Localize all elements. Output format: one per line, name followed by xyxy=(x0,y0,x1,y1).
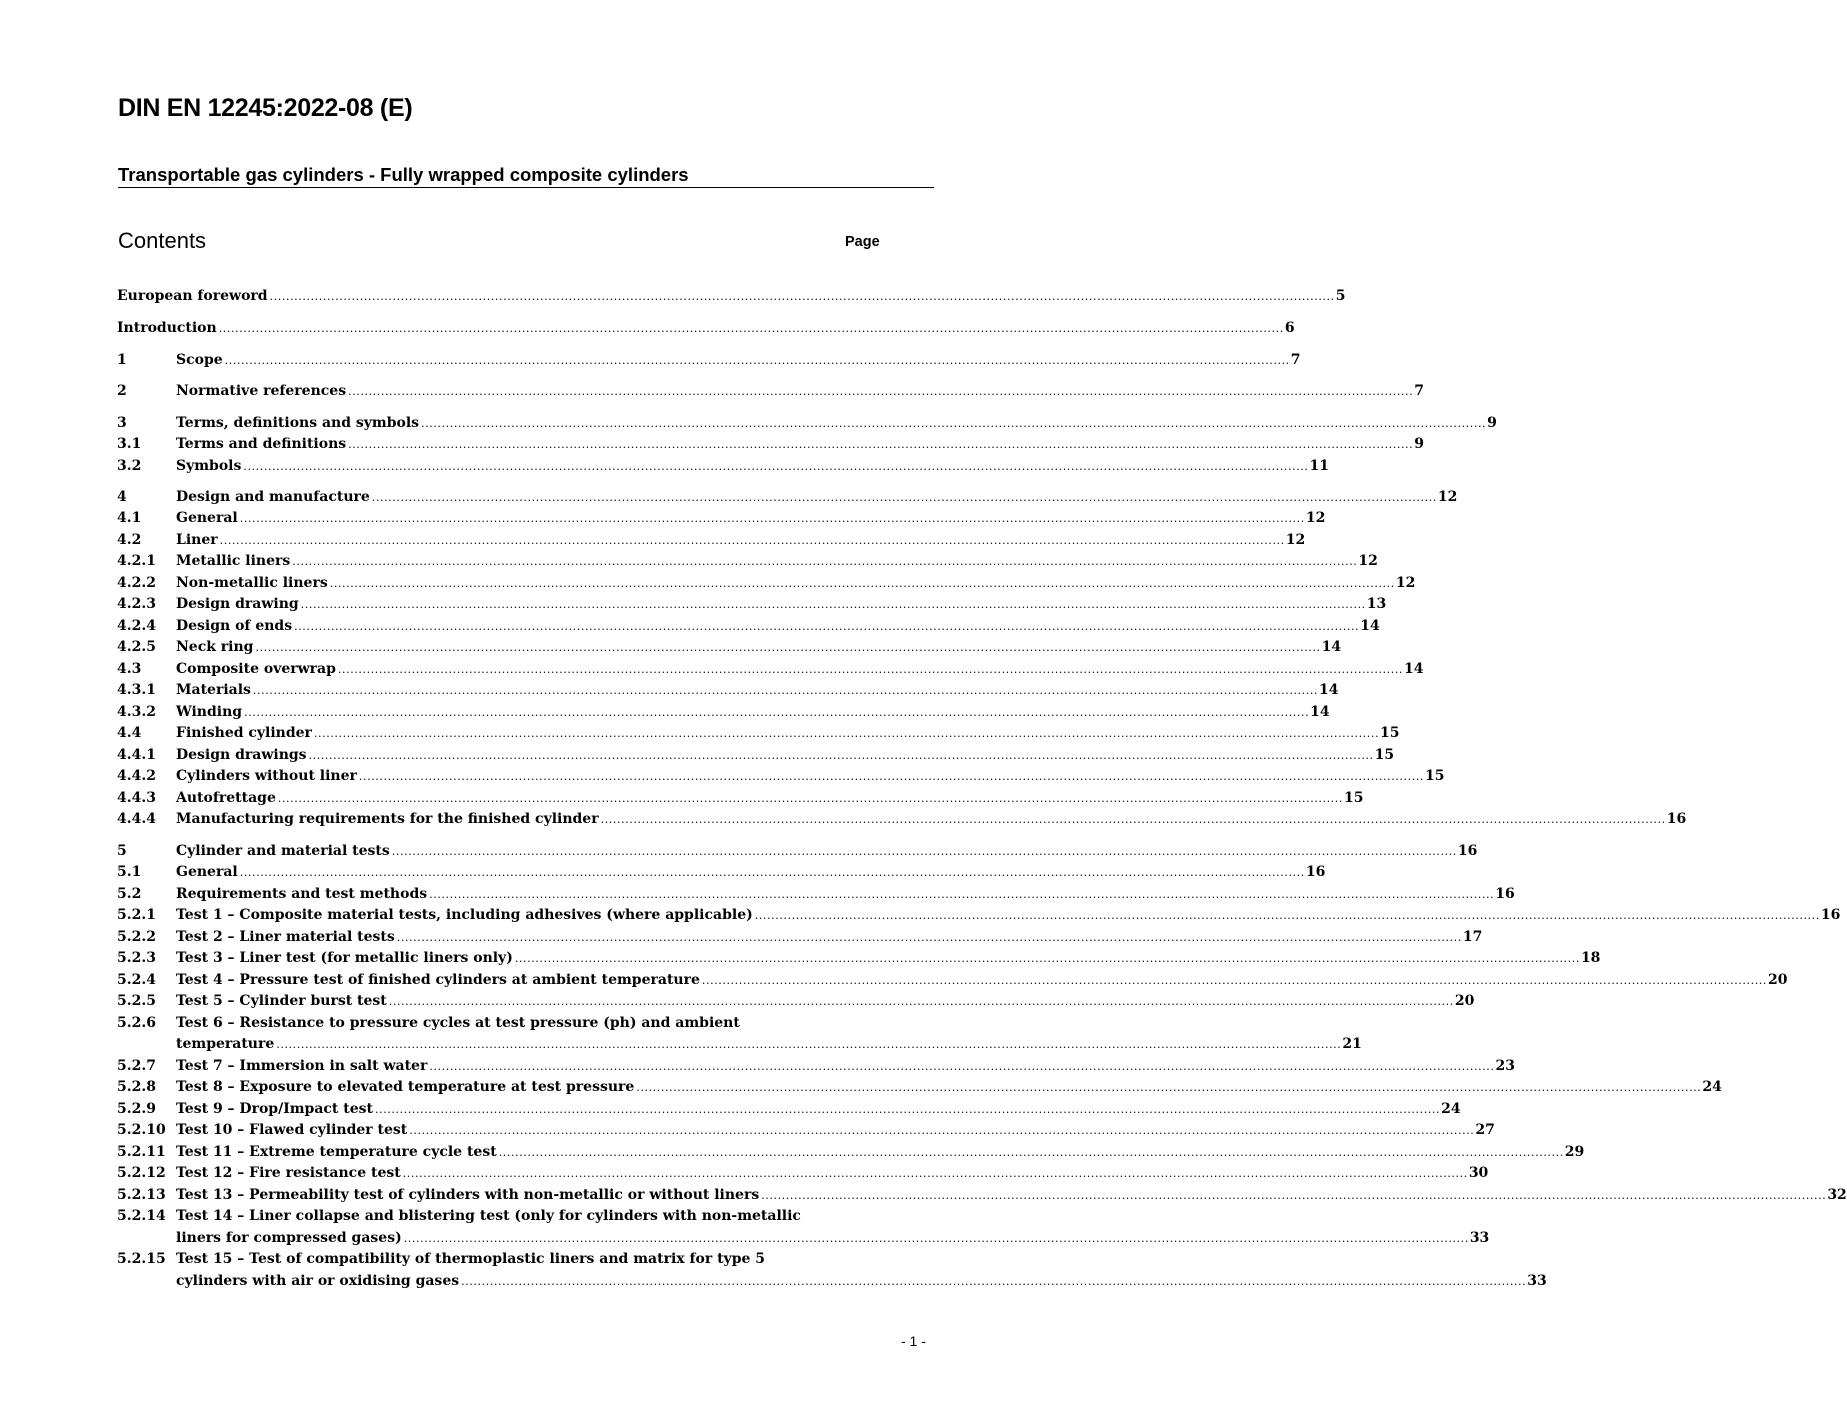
toc-entry[interactable] xyxy=(117,884,1515,905)
toc-entry[interactable] xyxy=(117,659,1424,680)
toc-entry-title: Terms and definitions xyxy=(176,436,347,452)
toc-page-number: 13 xyxy=(1366,596,1387,612)
toc-dot-leader: .................................................................................................................................................................................................................................................................... xyxy=(294,620,1360,633)
toc-entry[interactable] xyxy=(117,702,1330,723)
toc-entry-title: Metallic liners xyxy=(176,553,291,569)
toc-page-number: 16 xyxy=(1305,864,1326,880)
toc-entry-title: Test 5 – Cylinder burst test xyxy=(176,993,387,1009)
toc-entry[interactable] xyxy=(117,809,1687,830)
toc-page-number: 30 xyxy=(1468,1165,1489,1181)
toc-section-number: 4.2 xyxy=(117,532,142,548)
toc-section-number: 4.4 xyxy=(117,725,142,741)
toc-entry[interactable] xyxy=(117,350,1301,371)
toc-entry-title: Test 1 – Composite material tests, including adhesives (where applicable) xyxy=(176,907,753,923)
toc-page-number: 12 xyxy=(1358,553,1378,569)
toc-section-number: 5.2.6 xyxy=(117,1015,156,1031)
toc-entry[interactable] xyxy=(117,456,1329,477)
page-number: - 1 - xyxy=(901,1333,926,1349)
toc-page-number: 29 xyxy=(1564,1144,1585,1160)
toc-entry[interactable] xyxy=(117,745,1395,766)
toc-section-number: 5.2.12 xyxy=(117,1165,166,1181)
toc-section-number: 5.2.9 xyxy=(117,1101,156,1117)
toc-entry[interactable] xyxy=(117,927,1483,948)
toc-page-number: 27 xyxy=(1475,1122,1495,1138)
toc-page-number: 16 xyxy=(1666,811,1687,827)
toc-section-number: 3 xyxy=(117,415,127,431)
toc-entry[interactable] xyxy=(117,788,1364,809)
toc-dot-leader: .................................................................................................................................................................................................................................................................... xyxy=(313,727,1380,740)
toc-page-number: 21 xyxy=(1342,1036,1362,1052)
toc-page-number: 20 xyxy=(1454,993,1475,1009)
toc-entry-title: Manufacturing requirements for the finished cylinder xyxy=(176,811,599,827)
toc-dot-leader: .................................................................................................................................................................................................................................................................... xyxy=(276,1038,1342,1051)
toc-page-number: 32 xyxy=(1827,1187,1847,1203)
toc-section-number: 4.2.1 xyxy=(117,553,156,569)
toc-entry-title: Non-metallic liners xyxy=(176,575,328,591)
toc-section-number: 4.2.4 xyxy=(117,618,156,634)
toc-entry-title: Scope xyxy=(176,352,223,368)
toc-dot-leader: .................................................................................................................................................................................................................................................................... xyxy=(391,845,1457,858)
toc-section-number: 5.2.1 xyxy=(117,907,156,923)
toc-section-number: 4 xyxy=(117,489,127,505)
toc-page-number: 5 xyxy=(1335,288,1346,304)
toc-page-number: 33 xyxy=(1527,1273,1547,1289)
toc-entry[interactable] xyxy=(117,551,1378,572)
toc-page-number: 12 xyxy=(1395,575,1416,591)
toc-entry-title: Test 10 – Flawed cylinder test xyxy=(176,1122,408,1138)
toc-page-number: 7 xyxy=(1414,383,1424,399)
toc-entry[interactable] xyxy=(117,1271,1547,1292)
toc-section-number: 5.2.11 xyxy=(117,1144,166,1160)
toc-section-number: 2 xyxy=(117,383,127,399)
toc-page-number: 6 xyxy=(1284,320,1295,336)
toc-entry-title: cylinders with air or oxidising gases xyxy=(176,1273,460,1289)
toc-entry[interactable] xyxy=(117,1034,1362,1055)
toc-section-number: 5.2.3 xyxy=(117,950,156,966)
toc-page-number: 15 xyxy=(1343,790,1364,806)
toc-entry[interactable] xyxy=(117,1056,1515,1077)
toc-section-number: 5.2.5 xyxy=(117,993,156,1009)
toc-page-number: 11 xyxy=(1309,458,1329,474)
toc-section-number: 3.2 xyxy=(117,458,142,474)
toc-dot-leader: .................................................................................................................................................................................................................................................................... xyxy=(218,322,1284,335)
toc-page-number: 15 xyxy=(1380,725,1400,741)
toc-entry-title: Requirements and test methods xyxy=(176,886,428,902)
toc-entry-title: Neck ring xyxy=(176,639,254,655)
toc-entry-title: Test 15 – Test of compatibility of thermoplastic liners and matrix for type 5 xyxy=(176,1251,766,1267)
toc-section-number: 5.2.10 xyxy=(117,1122,166,1138)
toc-entry-title: Test 9 – Drop/Impact test xyxy=(176,1101,373,1117)
toc-section-number: 5 xyxy=(117,843,127,859)
toc-entry-title: General xyxy=(176,510,238,526)
toc-entry-title: Symbols xyxy=(176,458,242,474)
toc-section-number: 1 xyxy=(117,352,127,368)
toc-entry-title: Test 8 – Exposure to elevated temperature at test pressure xyxy=(176,1079,635,1095)
toc-dot-leader: .................................................................................................................................................................................................................................................................... xyxy=(252,684,1319,697)
toc-dot-leader: .................................................................................................................................................................................................................................................................... xyxy=(255,641,1321,654)
toc-entry[interactable] xyxy=(117,1077,1722,1098)
toc-entry[interactable] xyxy=(117,573,1416,594)
toc-dot-leader: .................................................................................................................................................................................................................................................................... xyxy=(292,555,1358,568)
toc-entry-title: Materials xyxy=(176,682,251,698)
toc-entry[interactable] xyxy=(117,1013,886,1034)
toc-entry-title: Composite overwrap xyxy=(176,661,336,677)
toc-section-number: 5.2.2 xyxy=(117,929,156,945)
toc-entry[interactable] xyxy=(117,905,1841,926)
toc-page-number: 9 xyxy=(1487,415,1497,431)
toc-dot-leader: .................................................................................................................................................................................................................................................................... xyxy=(348,385,1414,398)
toc-page-number: 20 xyxy=(1767,972,1788,988)
toc-entry-title: Test 14 – Liner collapse and blistering test (only for cylinders with non-metallic xyxy=(176,1208,801,1224)
toc-entry[interactable] xyxy=(117,1228,1490,1249)
toc-entry[interactable] xyxy=(117,413,1497,434)
toc-page-number: 15 xyxy=(1374,747,1395,763)
toc-section-number: 4.4.4 xyxy=(117,811,156,827)
toc-entry-title: Finished cylinder xyxy=(176,725,312,741)
toc-page-number: 12 xyxy=(1305,510,1326,526)
toc-section-number: 4.3.1 xyxy=(117,682,156,698)
toc-section-number: 5.2.15 xyxy=(117,1251,166,1267)
toc-entry-title: Design drawings xyxy=(176,747,307,763)
toc-dot-leader: .................................................................................................................................................................................................................................................................... xyxy=(461,1275,1527,1288)
toc-dot-leader: .................................................................................................................................................................................................................................................................... xyxy=(239,512,1305,525)
toc-dot-leader: .................................................................................................................................................................................................................................................................... xyxy=(402,1167,1468,1180)
toc-entry[interactable] xyxy=(117,487,1458,508)
toc-page-number: 23 xyxy=(1495,1058,1515,1074)
toc-entry[interactable] xyxy=(117,841,1478,862)
toc-dot-leader: .................................................................................................................................................................................................................................................................... xyxy=(269,290,1335,303)
toc-entry-title: Cylinders without liner xyxy=(176,768,357,784)
toc-entry[interactable] xyxy=(117,637,1342,658)
toc-dot-leader: .................................................................................................................................................................................................................................................................... xyxy=(701,974,1767,987)
toc-entry[interactable] xyxy=(117,1099,1461,1120)
toc-page-number: 12 xyxy=(1285,532,1306,548)
toc-section-number: 4.3 xyxy=(117,661,142,677)
toc-dot-leader: .................................................................................................................................................................................................................................................................... xyxy=(329,577,1395,590)
toc-dot-leader: .................................................................................................................................................................................................................................................................... xyxy=(761,1189,1827,1202)
toc-dot-leader: .................................................................................................................................................................................................................................................................... xyxy=(409,1124,1475,1137)
toc-dot-leader: .................................................................................................................................................................................................................................................................... xyxy=(219,534,1285,547)
toc-page-number: 9 xyxy=(1414,436,1424,452)
toc-section-number: 5.2 xyxy=(117,886,142,902)
toc-page-number: 16 xyxy=(1820,907,1841,923)
toc-entry[interactable] xyxy=(117,991,1475,1012)
toc-dot-leader: .................................................................................................................................................................................................................................................................... xyxy=(348,438,1414,451)
toc-entry[interactable] xyxy=(117,1163,1489,1184)
toc-dot-leader: .................................................................................................................................................................................................................................................................... xyxy=(600,813,1666,826)
toc-section-number: 4.1 xyxy=(117,510,142,526)
toc-entry[interactable] xyxy=(117,1185,1847,1206)
toc-dot-leader: .................................................................................................................................................................................................................................................................... xyxy=(396,931,1462,944)
toc-entry[interactable] xyxy=(117,1249,886,1270)
toc-page-number: 18 xyxy=(1580,950,1601,966)
toc-section-number: 3.1 xyxy=(117,436,142,452)
toc-dot-leader: .................................................................................................................................................................................................................................................................... xyxy=(277,792,1343,805)
toc-entry-title: Design drawing xyxy=(176,596,299,612)
toc-entry-title: Introduction xyxy=(117,320,217,336)
toc-dot-leader: .................................................................................................................................................................................................................................................................... xyxy=(514,952,1580,965)
toc-entry-title: General xyxy=(176,864,238,880)
toc-page-number: 24 xyxy=(1441,1101,1461,1117)
toc-section-number: 4.4.3 xyxy=(117,790,156,806)
toc-entry[interactable] xyxy=(117,381,1424,402)
toc-entry[interactable] xyxy=(117,862,1326,883)
toc-entry-title: Test 3 – Liner test (for metallic liners only) xyxy=(176,950,513,966)
toc-dot-leader: .................................................................................................................................................................................................................................................................... xyxy=(239,866,1305,879)
toc-entry-title: European foreword xyxy=(117,288,268,304)
toc-entry-title: liners for compressed gases) xyxy=(176,1230,402,1246)
toc-page-number: 14 xyxy=(1319,682,1339,698)
toc-entry-title: temperature xyxy=(176,1036,275,1052)
toc-section-number: 5.2.4 xyxy=(117,972,156,988)
toc-page-number: 14 xyxy=(1321,639,1342,655)
toc-dot-leader: .................................................................................................................................................................................................................................................................... xyxy=(337,663,1404,676)
toc-section-number: 5.1 xyxy=(117,864,142,880)
toc-dot-leader: .................................................................................................................................................................................................................................................................... xyxy=(636,1081,1702,1094)
page-column-label: Page xyxy=(845,234,880,250)
toc-section-number: 4.2.2 xyxy=(117,575,156,591)
toc-entry[interactable] xyxy=(117,508,1326,529)
toc-entry-title: Liner xyxy=(176,532,218,548)
toc-entry[interactable] xyxy=(117,970,1788,991)
toc-entry[interactable] xyxy=(117,318,1295,339)
toc-dot-leader: .................................................................................................................................................................................................................................................................... xyxy=(243,460,1309,473)
toc-page-number: 7 xyxy=(1290,352,1301,368)
toc-dot-leader: .................................................................................................................................................................................................................................................................... xyxy=(224,354,1290,367)
toc-page-number: 14 xyxy=(1310,704,1330,720)
toc-entry[interactable] xyxy=(117,530,1306,551)
toc-entry[interactable] xyxy=(117,1206,886,1227)
toc-page-number: 33 xyxy=(1469,1230,1490,1246)
toc-entry-title: Terms, definitions and symbols xyxy=(176,415,420,431)
toc-entry[interactable] xyxy=(117,948,1601,969)
toc-dot-leader: .................................................................................................................................................................................................................................................................... xyxy=(421,417,1487,430)
toc-dot-leader: .................................................................................................................................................................................................................................................................... xyxy=(388,995,1454,1008)
document-id: DIN EN 12245:2022-08 (E) xyxy=(118,94,413,122)
toc-entry-title: Test 2 – Liner material tests xyxy=(176,929,395,945)
toc-page-number: 12 xyxy=(1437,489,1458,505)
toc-entry-title: Test 12 – Fire resistance test xyxy=(176,1165,401,1181)
toc-section-number: 5.2.7 xyxy=(117,1058,156,1074)
toc-entry[interactable] xyxy=(117,766,1445,787)
document-subtitle: Transportable gas cylinders - Fully wrapped composite cylinders xyxy=(118,164,689,185)
toc-page-number: 14 xyxy=(1404,661,1424,677)
toc-entry-title: Winding xyxy=(176,704,243,720)
toc-entry[interactable] xyxy=(117,1120,1495,1141)
toc-entry[interactable] xyxy=(117,594,1387,615)
toc-dot-leader: .................................................................................................................................................................................................................................................................... xyxy=(358,770,1425,783)
toc-section-number: 5.2.8 xyxy=(117,1079,156,1095)
toc-dot-leader: .................................................................................................................................................................................................................................................................... xyxy=(498,1146,1564,1159)
toc-entry-title: Test 7 – Immersion in salt water xyxy=(176,1058,428,1074)
toc-entry-title: Autofrettage xyxy=(176,790,276,806)
table-of-contents xyxy=(117,0,1847,1403)
toc-entry-title: Design of ends xyxy=(176,618,293,634)
toc-dot-leader: .................................................................................................................................................................................................................................................................... xyxy=(308,749,1374,762)
toc-dot-leader: .................................................................................................................................................................................................................................................................... xyxy=(371,491,1437,504)
toc-entry[interactable] xyxy=(117,723,1400,744)
toc-dot-leader: .................................................................................................................................................................................................................................................................... xyxy=(300,598,1366,611)
toc-entry[interactable] xyxy=(117,616,1380,637)
toc-section-number: 4.2.5 xyxy=(117,639,156,655)
toc-dot-leader: .................................................................................................................................................................................................................................................................... xyxy=(754,909,1820,922)
toc-section-number: 4.2.3 xyxy=(117,596,156,612)
toc-dot-leader: .................................................................................................................................................................................................................................................................... xyxy=(429,1060,1495,1073)
toc-entry-title: Test 4 – Pressure test of finished cylinders at ambient temperature xyxy=(176,972,700,988)
toc-entry-title: Normative references xyxy=(176,383,347,399)
toc-dot-leader: .................................................................................................................................................................................................................................................................... xyxy=(403,1232,1469,1245)
toc-page-number: 16 xyxy=(1457,843,1478,859)
toc-dot-leader: .................................................................................................................................................................................................................................................................... xyxy=(244,706,1310,719)
toc-entry-title: Cylinder and material tests xyxy=(176,843,390,859)
toc-entry[interactable] xyxy=(117,434,1424,455)
contents-heading: Contents xyxy=(118,228,207,253)
toc-page-number: 14 xyxy=(1360,618,1380,634)
toc-page-number: 17 xyxy=(1462,929,1483,945)
toc-dot-leader: .................................................................................................................................................................................................................................................................... xyxy=(429,888,1495,901)
toc-section-number: 5.2.13 xyxy=(117,1187,166,1203)
toc-section-number: 4.4.2 xyxy=(117,768,156,784)
toc-section-number: 4.3.2 xyxy=(117,704,156,720)
toc-section-number: 4.4.1 xyxy=(117,747,156,763)
toc-page-number: 24 xyxy=(1702,1079,1722,1095)
toc-entry-title: Test 6 – Resistance to pressure cycles at test pressure (ph) and ambient xyxy=(176,1015,740,1031)
toc-page-number: 15 xyxy=(1425,768,1445,784)
toc-dot-leader: .................................................................................................................................................................................................................................................................... xyxy=(375,1103,1441,1116)
toc-entry-title: Design and manufacture xyxy=(176,489,370,505)
toc-entry[interactable] xyxy=(117,1142,1585,1163)
toc-section-number: 5.2.14 xyxy=(117,1208,166,1224)
toc-entry[interactable] xyxy=(117,680,1339,701)
toc-page-number: 16 xyxy=(1495,886,1515,902)
toc-entry-title: Test 13 – Permeability test of cylinders with non-metallic or without liners xyxy=(176,1187,760,1203)
toc-entry[interactable] xyxy=(117,286,1346,307)
toc-entry-title: Test 11 – Extreme temperature cycle test xyxy=(176,1144,497,1160)
